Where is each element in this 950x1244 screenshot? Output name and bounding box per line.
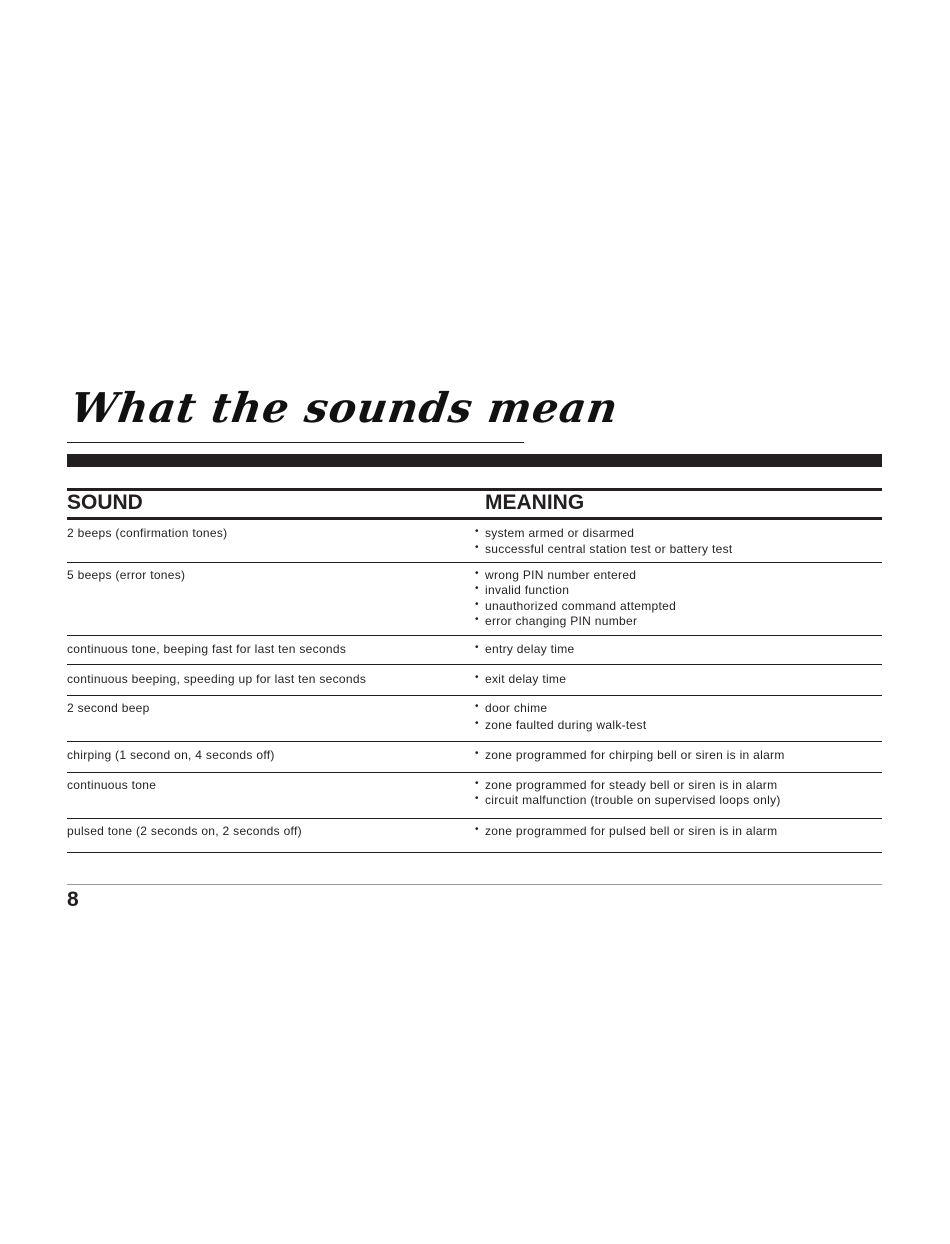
meaning-text: error changing PIN number: [485, 614, 638, 628]
bullet-icon: •: [475, 526, 479, 537]
table-row: [67, 520, 882, 563]
sound-cell: continuous tone: [67, 778, 157, 792]
sound-cell: 2 second beep: [67, 701, 150, 715]
meaning-text: circuit malfunction (trouble on supervised loops only): [485, 793, 781, 807]
meaning-text: zone programmed for pulsed bell or siren is in alarm: [485, 824, 778, 838]
meaning-item: [475, 717, 646, 733]
meaning-item: [475, 777, 777, 793]
meaning-text: system armed or disarmed: [485, 526, 635, 540]
meaning-item: [475, 747, 785, 763]
meaning-text: door chime: [485, 701, 548, 715]
meaning-text: unauthorized command attempted: [485, 599, 677, 613]
table-row: [67, 742, 882, 773]
sound-cell: chirping (1 second on, 4 seconds off): [67, 748, 275, 762]
sound-cell: continuous beeping, speeding up for last ten seconds: [67, 672, 367, 686]
table-row: [67, 696, 882, 742]
meaning-item: [475, 567, 636, 583]
table-row: [67, 773, 882, 819]
meaning-text: zone programmed for chirping bell or siren is in alarm: [485, 748, 785, 762]
sound-cell: 5 beeps (error tones): [67, 568, 186, 582]
meaning-item: [475, 525, 634, 541]
bullet-icon: •: [475, 701, 479, 712]
bullet-icon: •: [475, 599, 479, 610]
meaning-item: [475, 641, 575, 657]
meaning-text: zone faulted during walk-test: [485, 718, 647, 732]
title-underline: [67, 442, 524, 443]
sound-cell: pulsed tone (2 seconds on, 2 seconds off): [67, 824, 302, 838]
meaning-text: invalid function: [485, 583, 570, 597]
meaning-text: successful central station test or battery test: [485, 542, 733, 556]
meaning-item: [475, 613, 637, 629]
meaning-text: entry delay time: [485, 642, 575, 656]
table-row: [67, 819, 882, 853]
bullet-icon: •: [475, 614, 479, 625]
meaning-text: wrong PIN number entered: [485, 568, 637, 582]
table-row: [67, 563, 882, 636]
bullet-icon: •: [475, 542, 479, 553]
meaning-item: [475, 598, 676, 614]
meaning-text: exit delay time: [485, 672, 567, 686]
meaning-item: [475, 582, 569, 598]
sound-cell: 2 beeps (confirmation tones): [67, 526, 228, 540]
column-header-meaning: MEANING: [485, 491, 585, 514]
meaning-item: [475, 700, 547, 716]
bullet-icon: •: [475, 672, 479, 683]
bullet-icon: •: [475, 583, 479, 594]
bullet-icon: •: [475, 824, 479, 835]
bullet-icon: •: [475, 642, 479, 653]
meaning-text: zone programmed for steady bell or siren is in alarm: [485, 778, 778, 792]
page-number: 8: [67, 888, 79, 911]
section-band: [67, 454, 882, 467]
bullet-icon: •: [475, 793, 479, 804]
meaning-item: [475, 541, 733, 557]
bullet-icon: •: [475, 748, 479, 759]
table-row: [67, 665, 882, 696]
sound-cell: continuous tone, beeping fast for last ten seconds: [67, 642, 347, 656]
meaning-item: [475, 671, 566, 687]
table-header: [67, 491, 882, 517]
bullet-icon: •: [475, 778, 479, 789]
footer-rule: [67, 884, 882, 885]
page-title: What the sounds mean: [68, 384, 622, 432]
bullet-icon: •: [475, 718, 479, 729]
table-row: [67, 636, 882, 665]
meaning-item: [475, 792, 781, 808]
meaning-item: [475, 823, 777, 839]
bullet-icon: •: [475, 568, 479, 579]
column-header-sound: SOUND: [67, 491, 143, 514]
